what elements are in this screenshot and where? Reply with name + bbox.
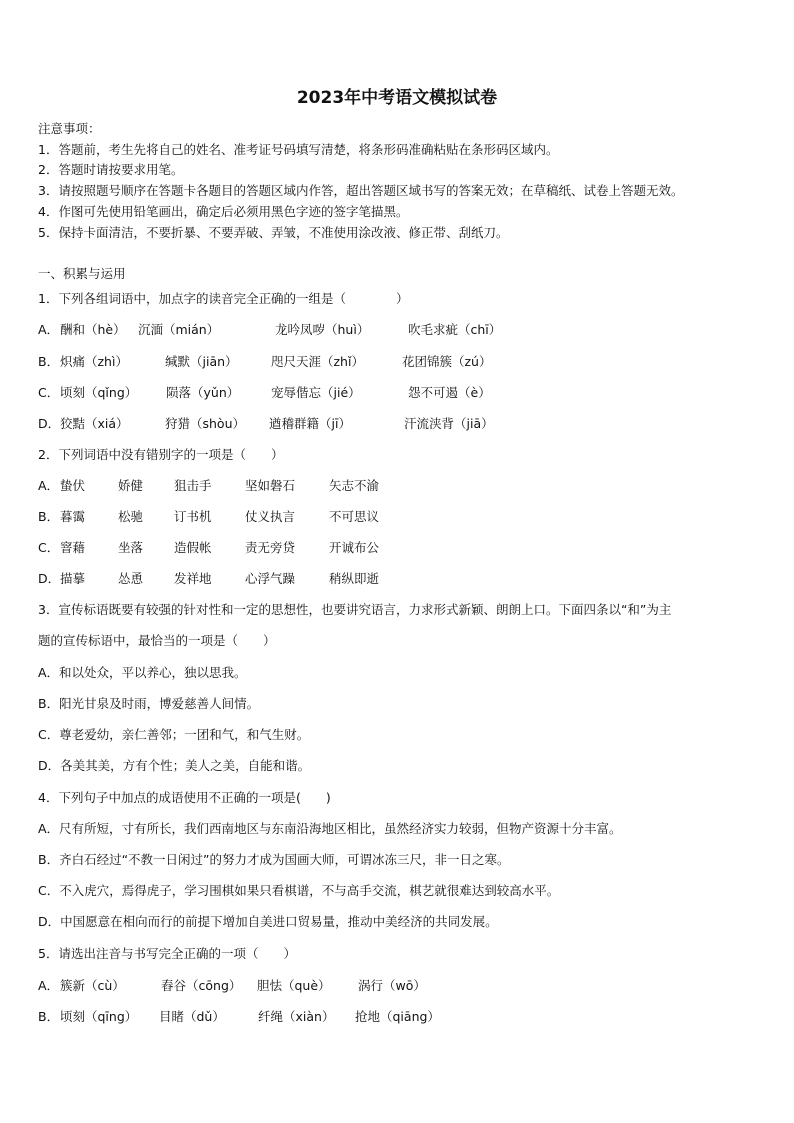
question-5-stem: 5．请选出注音与书写完全正确的一项（ ） <box>38 946 296 961</box>
option-word: 不可思议 <box>329 509 380 524</box>
option-word: 仗义执言 <box>245 509 296 524</box>
option-word: 订书机 <box>174 509 212 524</box>
option-word: 簇新（cù） <box>60 978 125 993</box>
option-word: 发祥地 <box>174 571 212 586</box>
option-label: A． <box>38 322 60 337</box>
option-word: 纤绳（xiàn） <box>258 1009 335 1024</box>
option-word: 狙击手 <box>174 478 212 493</box>
q4-option-d: D．中国愿意在相向而行的前提下增加自美进口贸易量，推动中美经济的共同发展。 <box>38 914 498 929</box>
q3-option-b: B．阳光甘泉及时雨，博爱慈善人间情。 <box>38 696 260 711</box>
option-label: C． <box>38 385 60 400</box>
option-word: 沉湎（mián） <box>138 322 220 337</box>
option-word: 狡黠（xiá） <box>60 416 129 431</box>
option-word: 吹毛求疵（chī） <box>408 322 502 337</box>
option-word: 稍纵即逝 <box>329 571 380 586</box>
option-label: D． <box>38 571 61 586</box>
option-label: B． <box>38 509 60 524</box>
section-heading: 一、积累与运用 <box>38 266 126 281</box>
question-2-stem: 2．下列词语中没有错别字的一项是（ ） <box>38 447 284 462</box>
option-word: 怂恿 <box>118 571 144 586</box>
option-word: 顷刻（qǐng） <box>60 385 138 400</box>
option-label: A． <box>38 478 60 493</box>
option-label: B． <box>38 354 60 369</box>
q4-option-c: C．不入虎穴，焉得虎子，学习围棋如果只看棋谱，不与高手交流，棋艺就很难达到较高水平。 <box>38 883 560 898</box>
option-label: B． <box>38 1009 60 1024</box>
q4-option-a: A．尺有所短，寸有所长，我们西南地区与东南沿海地区相比，虽然经济实力较弱，但物产资源十分丰富。 <box>38 821 622 836</box>
option-word: 咫尺天涯（zhǐ） <box>271 354 364 369</box>
option-word: 造假帐 <box>174 540 212 555</box>
option-word: 抢地（qiāng） <box>355 1009 440 1024</box>
q3-option-a: A．和以处众，平以养心，独以思我。 <box>38 665 247 680</box>
option-word: 龙吟凤哕（huì） <box>275 322 370 337</box>
option-word: 遒稽群籍（jī） <box>269 416 351 431</box>
question-3-stem: 3．宣传标语既要有较强的针对性和一定的思想性，也要讲究语言，力求形式新颖、朗朗上口。下面四条以“和”为主 <box>38 602 672 617</box>
option-word: 缄默（jiān） <box>165 354 238 369</box>
option-word: 目睹（dǔ） <box>159 1009 225 1024</box>
option-word: 坚如磐石 <box>245 478 296 493</box>
notice-item: 3．请按照题号顺序在答题卡各题目的答题区域内作答，超出答题区域书写的答案无效；在草稿纸、试卷上答题无效。 <box>38 183 684 198</box>
option-word: 炽痛（zhì） <box>60 354 128 369</box>
page-title: 2023年中考语文模拟试卷 <box>296 88 498 108</box>
option-word: 陨落（yǔn） <box>166 385 240 400</box>
q3-option-d: D．各美其美，方有个性；美人之美，自能和谐。 <box>38 758 311 773</box>
option-word: 舂谷（cōng） <box>161 978 242 993</box>
option-word: 顷刻（qīng） <box>60 1009 138 1024</box>
option-label: D． <box>38 416 61 431</box>
option-word: 狩猎（shòu） <box>165 416 246 431</box>
option-word: 心浮气躁 <box>245 571 296 586</box>
notice-item: 2．答题时请按要求用笔。 <box>38 162 184 177</box>
question-1-stem: 1．下列各组词语中，加点字的读音完全正确的一组是（ ） <box>38 291 409 306</box>
q4-option-b: B．齐白石经过“不教一日闲过”的努力才成为国画大师，可谓冰冻三尺，非一日之寒。 <box>38 852 510 867</box>
option-word: 窨藉 <box>60 540 86 555</box>
notice-item: 4．作图可先使用铅笔画出，确定后必须用黑色字迹的签字笔描黑。 <box>38 204 409 219</box>
option-word: 坐落 <box>118 540 144 555</box>
option-word: 怨不可遏（è） <box>408 385 491 400</box>
option-label: A． <box>38 978 60 993</box>
question-4-stem: 4．下列句子中加点的成语使用不正确的一项是( ) <box>38 790 331 805</box>
option-word: 矢志不渝 <box>329 478 380 493</box>
option-word: 描摹 <box>60 571 86 586</box>
notice-item: 5．保持卡面清洁，不要折暴、不要弄破、弄皱，不准使用涂改液、修正带、刮纸刀。 <box>38 225 509 240</box>
option-word: 汗流浃背（jiā） <box>404 416 494 431</box>
option-word: 暮霭 <box>60 509 86 524</box>
option-label: C． <box>38 540 60 555</box>
notice-heading: 注意事项： <box>38 121 101 136</box>
option-word: 责无旁贷 <box>245 540 296 555</box>
option-word: 花团锦簇（zú） <box>402 354 492 369</box>
q3-option-c: C．尊老爱幼，亲仁善邻；一团和气，和气生财。 <box>38 727 310 742</box>
option-word: 宠辱偕忘（jié） <box>271 385 361 400</box>
option-word: 酬和（hè） <box>60 322 126 337</box>
option-word: 蛰伏 <box>60 478 86 493</box>
option-word: 开诚布公 <box>329 540 380 555</box>
option-word: 涡行（wō） <box>358 978 426 993</box>
question-3-stem-cont: 题的宣传标语中，最恰当的一项是（ ） <box>38 633 276 648</box>
option-word: 娇健 <box>118 478 144 493</box>
option-word: 胆怯（què） <box>257 978 331 993</box>
notice-item: 1．答题前，考生先将自己的姓名、准考证号码填写清楚，将条形码准确粘贴在条形码区域内。 <box>38 142 559 157</box>
option-word: 松驰 <box>118 509 144 524</box>
